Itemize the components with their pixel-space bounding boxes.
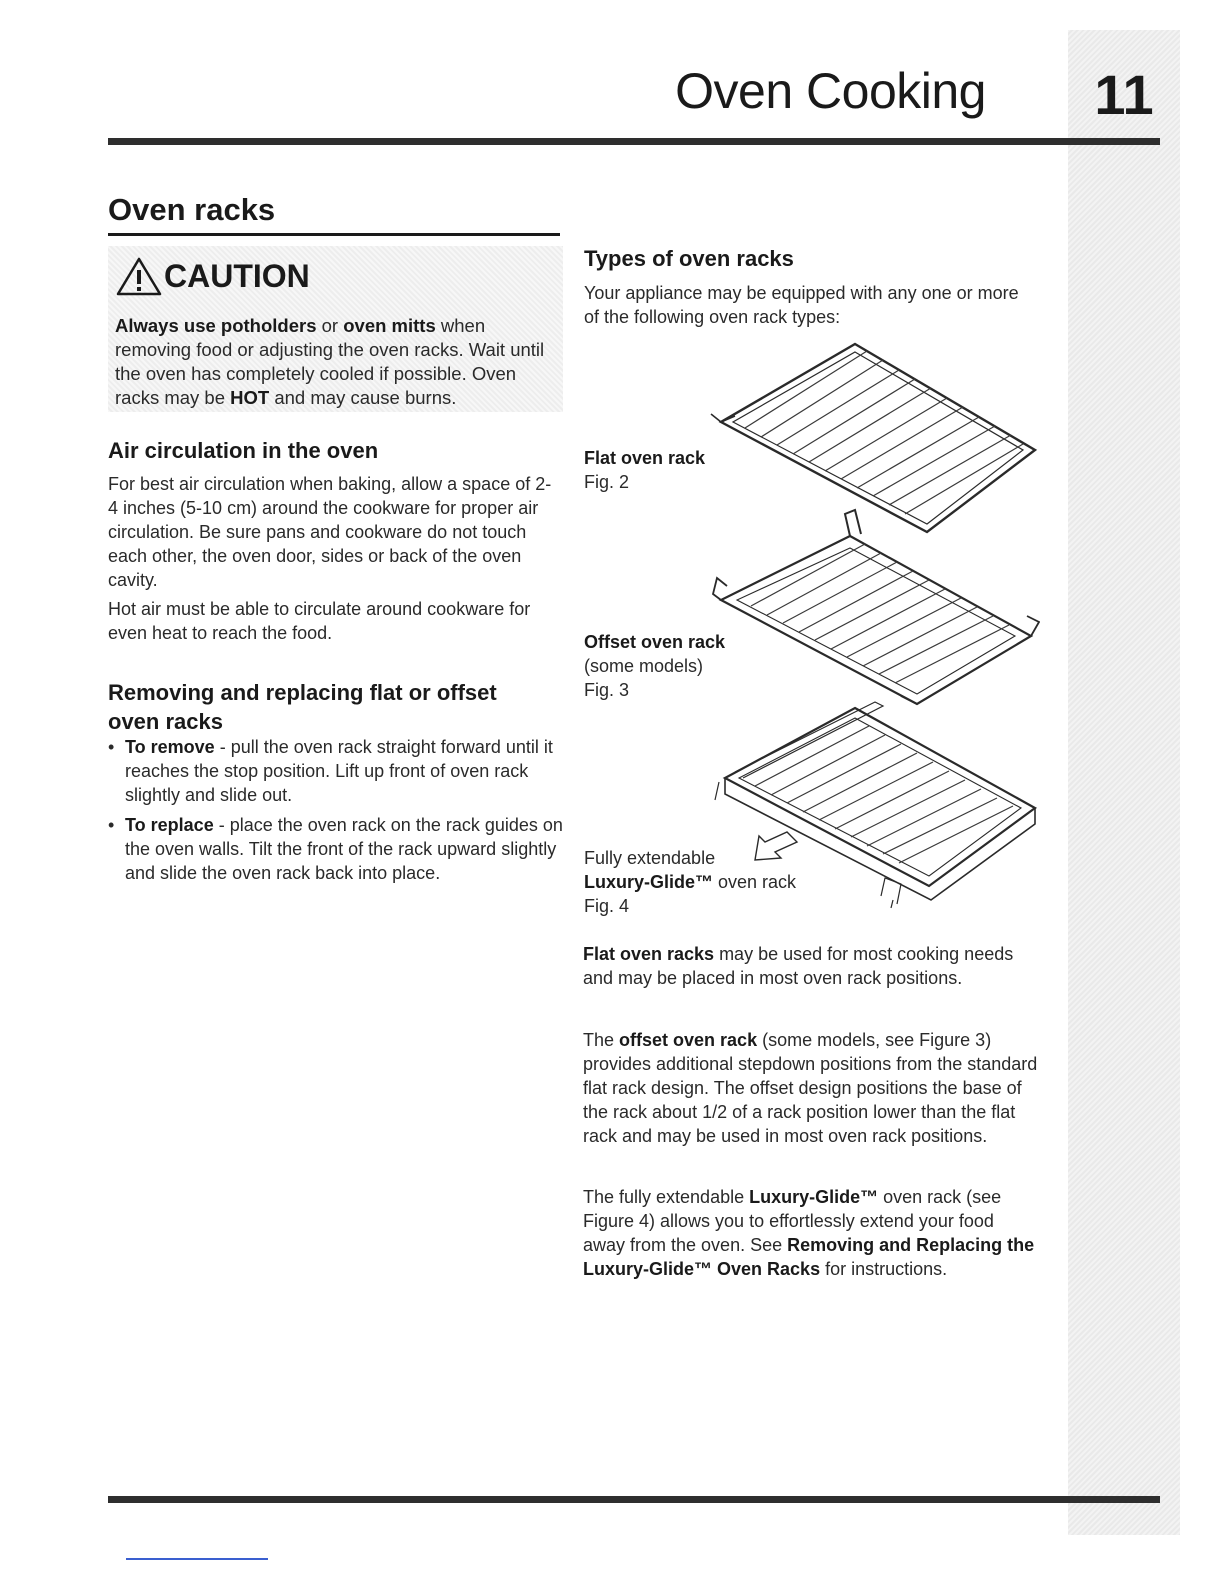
air-circulation-paragraph-1: For best air circulation when baking, allow a space of 2-4 inches (5-10 cm) around the cookware for proper air circulation. Be sure pans and cookware do not touch each other, the oven door, sides or back of the oven cavity. [108,474,552,590]
removing-racks-heading: Removing and replacing flat or offset oven racks [108,680,497,734]
bullet-dot: • [108,737,115,757]
air-circulation-paragraph-2: Hot air must be able to circulate around cookware for even heat to reach the food. [108,599,531,643]
page-title: Oven Cooking [675,63,986,119]
section-title: Oven racks [108,192,276,227]
page-side-tab [1068,30,1180,1535]
types-of-racks-paragraph: Your appliance may be equipped with any one or more of the following oven rack types: [584,283,1019,327]
caution-box [108,246,563,412]
warning-icon [116,256,162,296]
page-number: 11 [1094,63,1154,126]
types-of-racks-heading: Types of oven racks [584,246,794,271]
header-rule [108,138,1160,145]
air-circulation-heading: Air circulation in the oven [108,438,379,463]
flat-rack-description: Flat oven racks may be used for most cooking needs and may be placed in most oven rack positions. [583,944,1014,988]
fig3-label: Offset oven rack (some models) Fig. 3 [584,632,726,700]
offset-rack-description: The offset oven rack (some models, see Figure 3) provides additional stepdown positions from the standard flat rack design. The offset design positions the base of the rack about 1/2 of a rack position lower than the flat rack and may be used in most oven rack positions. [583,1030,1038,1146]
caution-text: Always use potholders or oven mitts when removing food or adjusting the oven racks. Wait until the oven has completely cooled if possible. Oven racks may be HOT and may cause burns. [115,315,545,408]
fig4-label: Fully extendable Luxury-Glide™ oven rack Fig. 4 [584,848,797,916]
bullet-dot: • [108,815,115,835]
list-item-replace: • To replace - place the oven rack on the rack guides on the oven walls. Tilt the front of the rack upward slightly and slide the oven rack back into place. [108,815,563,883]
caution-heading [116,256,310,296]
fig2-label: Flat oven rack Fig. 2 [584,448,706,492]
footer-rule [108,1496,1160,1503]
luxury-glide-description: The fully extendable Luxury-Glide™ oven rack (see Figure 4) allows you to effortlessly extend your food away from the oven. See Removing and Replacing the Luxury-Glide™ Oven Racks for instructions. [583,1187,1035,1279]
section-rule [108,233,560,236]
list-item-remove: • To remove - pull the oven rack straight forward until it reaches the stop position. Lift up front of oven rack slightly and slide out. [108,737,553,805]
offset-oven-rack-illustration [705,508,1040,708]
footer-link-underline [126,1558,268,1560]
caution-label: CAUTION [164,257,310,294]
